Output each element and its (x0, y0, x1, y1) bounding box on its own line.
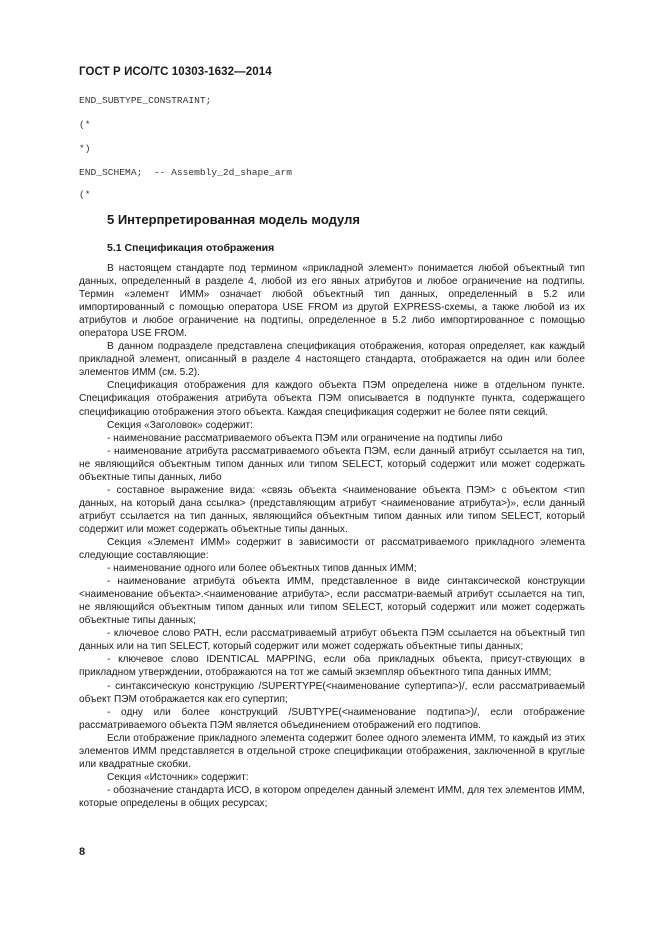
paragraph: Спецификация отображения для каждого объекта ПЭМ определена ниже в отдельном пункте. Спецификация отображения атрибута объекта ПЭМ описывается в подпункте пункта, содержащего спецификацию отображения этого объекта. Каждая спецификация содержит не более пяти секций. (79, 380, 585, 418)
body-text (79, 262, 585, 810)
paragraph: Секция «Заголовок» содержит: (107, 419, 253, 431)
list-item: - одну или более конструкций /SUBTYPE(<наименование подтипа>)/, если отображение рассматриваемого объекта ПЭМ является объединением отображений его подтипов. (79, 706, 585, 731)
list-item: - синтаксическую конструкцию /SUPERTYPE(<наименование супертипа>)/, если рассматриваемый объект ПЭМ отображается как его супертип; (79, 680, 585, 705)
list-item: - обозначение стандарта ИСО, в котором определен данный элемент ИММ, для тех элементов ИММ, которые определены в общих ресурсах; (79, 784, 585, 809)
list-item: - наименование атрибута объекта ИММ, представленное в виде синтаксической конструкции <наименование объекта>.<наименование атрибута>, если рассматри-ваемый атрибут ссылается на тип, не являющийся объектным типом данных или типом SELECT, который содержит или может содержать объектные типы данных; (79, 576, 585, 627)
subsection-heading: 5.1 Спецификация отображения (107, 242, 275, 254)
list-item: - ключевое слово IDENTICAL MAPPING, если оба прикладных объекта, присут-ствующих в прикладном утверждении, отображаются на тот же самый экземпляр объектного типа данных ИММ; (79, 654, 585, 679)
paragraph: Если отображение прикладного элемента содержит более одного элемента ИММ, то каждый из этих элементов ИММ представляется в отдельной строке спецификации отображения, заключенной в круглые или квадратные скобки. (79, 732, 585, 770)
paragraph: Секция «Элемент ИММ» содержит в зависимости от рассматриваемого прикладного элемента следующие составляющие: (79, 536, 585, 562)
list-item: - наименование одного или более объектных типов данных ИММ; (107, 563, 417, 575)
page-number: 8 (79, 846, 86, 858)
code-line-comment-open: (* (79, 119, 91, 130)
section-heading: 5 Интерпретированная модель модуля (107, 212, 360, 227)
paragraph: В настоящем стандарте под термином «прикладной элемент» понимается любой объектный тип данных, определенный в разделе 4, любой из его явных атрибутов и любое ограничение на подтипы. Термин «элемент ИММ» означает любой объектный тип данных, определенный в 5.2 или импортированный с помощью оператора USE FROM из другой EXPRESS-схемы, а также любой из их атрибутов и любое ограничение на подтипы, определенное в 5.2 либо импортированное с помощью оператора USE FROM. (79, 263, 585, 340)
list-item: - наименование атрибута рассматриваемого объекта ПЭМ, если данный атрибут ссылается на тип, не являющийся объектным типом данных или типом SELECT, который содержит или может содержать объектные типы данных, либо (79, 445, 585, 483)
list-item: - ключевое слово PATH, если рассматриваемый атрибут объекта ПЭМ ссылается на объектный тип данных или на тип SELECT, который содержит или может содержать объектные типы данных; (79, 628, 585, 653)
document-header: ГОСТ Р ИСО/ТС 10303-1632—2014 (79, 66, 272, 78)
code-line-end-subtype-constraint: END_SUBTYPE_CONSTRAINT; (79, 95, 212, 106)
code-line-end-schema: END_SCHEMA; -- Assembly_2d_shape_arm (79, 167, 293, 178)
list-item: - наименование рассматриваемого объекта ПЭМ или ограничение на подтипы либо (107, 432, 503, 444)
code-line-comment-close: *) (79, 143, 91, 154)
list-item: - составное выражение вида: «связь объекта <наименование объекта ПЭМ> с объектом <тип данных, на который дана ссылка> (представляющим атрибут <наименование атрибута>)», если данный атрибут ссылается на тип данных, являющийся объектным типом данных или типом SELECT, который содержит или может содержать объектные типы данных. (79, 484, 585, 535)
paragraph: В данном подразделе представлена спецификация отображения, которая определяет, как каждый прикладной элемент, описанный в разделе 4 настоящего стандарта, отображается на один или более элементов ИММ (см. 5.2). (79, 341, 585, 379)
code-line-comment-open-2: (* (79, 189, 91, 200)
paragraph: Секция «Источник» содержит: (107, 771, 249, 783)
